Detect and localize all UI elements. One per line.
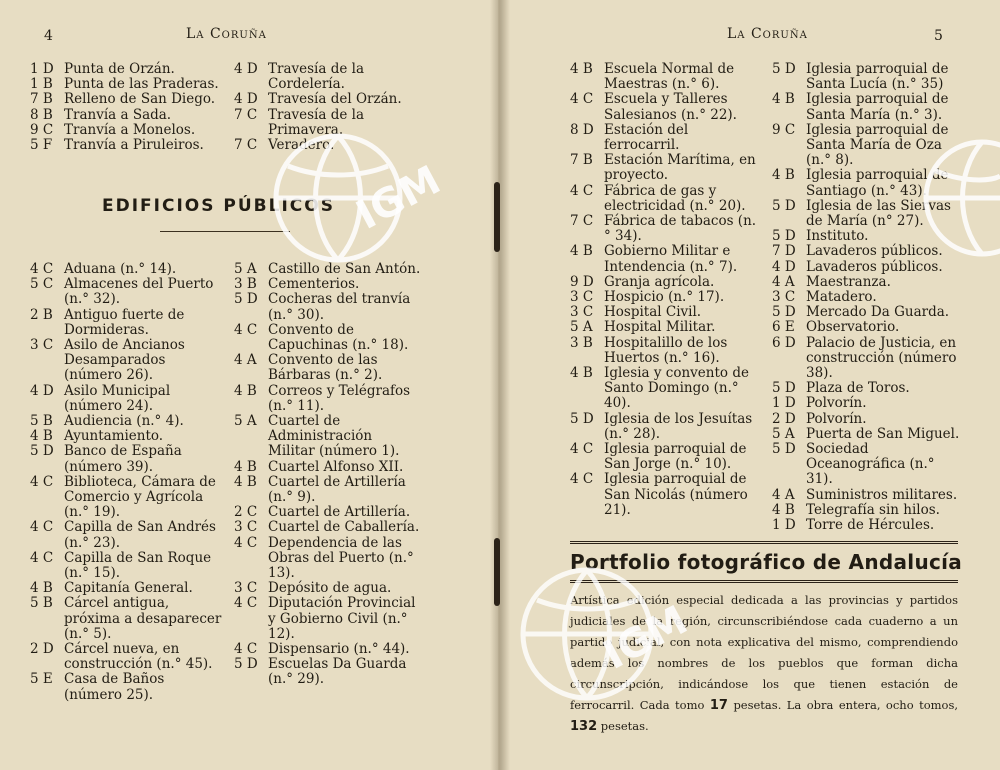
grid-code: 5 A xyxy=(234,261,257,277)
entry-text: Castillo de San Antón. xyxy=(268,261,421,277)
list-item xyxy=(772,62,962,92)
entry-text: Fábrica de gas y electricidad (n.° 20). xyxy=(604,182,746,214)
list-item xyxy=(570,62,760,92)
grid-code: 4 C xyxy=(30,473,54,490)
list-item xyxy=(570,290,760,305)
grid-code: 5 D xyxy=(30,443,54,460)
entry-text: Travesía de la Primavera. xyxy=(268,106,364,138)
list-item xyxy=(30,551,222,581)
entry-text: Iglesia parroquial de San Jorge (n.° 10). xyxy=(604,441,747,473)
grid-code: 5 D xyxy=(772,197,796,214)
entry-text: Punta de Orzán. xyxy=(64,61,175,77)
entry-text: Escuela Normal de Maestras (n.° 6). xyxy=(604,61,735,93)
entry-text: Telegrafía sin hilos. xyxy=(806,501,940,518)
entry-text: Correos y Telégrafos (n.° 11). xyxy=(268,382,411,414)
grid-code: 5 D xyxy=(234,291,258,308)
list-item xyxy=(772,305,962,320)
list-item xyxy=(570,366,760,412)
grid-code: 5 D xyxy=(772,441,796,458)
book-gutter xyxy=(490,0,510,770)
buildings-column-2 xyxy=(234,262,422,688)
entry-text: Granja agrícola. xyxy=(604,273,715,290)
entry-text: Iglesia parroquial de Santa Lucía (n.° 35) xyxy=(806,61,949,93)
grid-code: 4 D xyxy=(234,91,258,108)
advert-title: Portfolio fotográfico de Andalucía xyxy=(570,550,963,574)
grid-code: 4 C xyxy=(234,641,258,658)
igm-watermark-logo xyxy=(515,548,705,718)
grid-code: 4 B xyxy=(30,428,53,445)
grid-code: 3 C xyxy=(234,519,258,536)
list-item xyxy=(30,444,222,474)
list-item xyxy=(772,381,962,396)
igm-watermark-logo xyxy=(920,128,1000,268)
grid-code: 4 C xyxy=(234,321,258,338)
list-item xyxy=(570,275,760,290)
entry-text: Sociedad Oceanográfica (n.° 31). xyxy=(806,441,935,488)
list-item xyxy=(30,262,222,277)
grid-code: 4 C xyxy=(30,519,54,536)
grid-code: 9 C xyxy=(772,121,796,138)
grid-code: 2 C xyxy=(234,504,258,521)
list-item xyxy=(234,475,422,505)
grid-code: 1 D xyxy=(30,61,54,77)
entry-text: Polvorín. xyxy=(806,410,867,427)
entry-text: Suministros militares. xyxy=(806,486,958,503)
entry-text: Almacenes del Puerto (n.° 32). xyxy=(64,276,214,308)
grid-code: 4 A xyxy=(772,273,795,290)
list-item xyxy=(234,414,422,460)
entry-text: Tranvía a Piruleiros. xyxy=(64,137,204,154)
page-number: 4 xyxy=(44,28,53,44)
grid-code: 4 A xyxy=(234,352,257,369)
entry-text: Tranvía a Monelos. xyxy=(64,121,196,138)
list-item xyxy=(772,427,962,442)
grid-code: 1 B xyxy=(30,76,53,93)
grid-code: 4 B xyxy=(234,458,257,475)
list-item xyxy=(234,596,422,642)
list-item xyxy=(30,672,222,702)
list-item xyxy=(772,92,962,122)
list-item xyxy=(30,123,222,138)
list-item xyxy=(772,336,962,382)
grid-code: 5 C xyxy=(30,276,54,293)
list-item xyxy=(30,338,222,384)
advert-text: pesetas. La obra entera, ocho tomos, xyxy=(733,698,959,712)
entry-text: Hospitalillo de los Huertos (n.° 16). xyxy=(604,334,728,366)
list-item xyxy=(570,153,760,183)
page-number: 5 xyxy=(934,28,943,44)
list-item xyxy=(234,277,422,292)
entry-text: Relleno de San Diego. xyxy=(64,91,216,108)
grid-code: 8 B xyxy=(30,106,53,123)
grid-code: 7 B xyxy=(570,152,593,169)
grid-code: 9 C xyxy=(30,121,54,138)
entry-text: Hospital Militar. xyxy=(604,319,716,336)
grid-code: 7 C xyxy=(570,213,594,230)
grid-code: 5 D xyxy=(772,61,796,77)
list-item xyxy=(570,92,760,122)
grid-code: 4 C xyxy=(30,549,54,566)
advert-text: Artística edición especial dedicada a las provincias y partidos judiciales de la región, circunscribiéndose cada cuaderno a un partido judicial, con nota explicativa del mismo, comprendiendo además los nombres de los pueblos que forman dicha circunscripción, indicándose los que tienen estación de ferrocarril. Cada tomo xyxy=(570,593,958,712)
running-head: La Coruña xyxy=(186,26,267,42)
entry-text: Cocheras del tranvía (n.° 30). xyxy=(268,291,411,323)
list-item xyxy=(570,412,760,442)
entry-text: Cuartel Alfonso XII. xyxy=(268,458,404,475)
grid-code: 4 D xyxy=(30,382,54,399)
entry-text: Iglesia de los Jesuítas (n.° 28). xyxy=(604,410,753,442)
list-item xyxy=(234,323,422,353)
grid-code: 8 D xyxy=(570,121,594,138)
entry-text: Capilla de San Roque (n.° 15). xyxy=(64,549,212,582)
entry-text: Observatorio. xyxy=(806,319,900,336)
entry-text: Hospicio (n.° 17). xyxy=(604,289,725,306)
list-item xyxy=(772,412,962,427)
entry-text: Estación del ferrocarril. xyxy=(604,121,689,154)
grid-code: 5 A xyxy=(772,425,795,442)
entry-text: Gobierno Militar e Intendencia (n.° 7). xyxy=(604,243,738,275)
list-item xyxy=(772,518,962,533)
list-item xyxy=(30,581,222,596)
entry-text: Iglesia parroquial de Santa María de Oza (n.° 8). xyxy=(806,121,949,169)
section-title: EDIFICIOS PÚBLICOS xyxy=(102,196,335,216)
list-item xyxy=(570,123,760,153)
list-item xyxy=(570,214,760,244)
entry-text: Banco de España (número 39). xyxy=(64,443,182,475)
entry-text: Aduana (n.° 14). xyxy=(64,261,177,277)
streets-column-1 xyxy=(30,62,222,153)
entry-text: Convento de las Bárbaras (n.° 2). xyxy=(268,352,383,384)
entry-text: Matadero. xyxy=(806,289,877,306)
list-item xyxy=(772,275,962,290)
entry-text: Asilo de Ancianos Desamparados (número 26). xyxy=(64,337,185,384)
entry-text: Diputación Provincial y Gobierno Civil (n.° 12). xyxy=(268,595,416,642)
grid-code: 4 B xyxy=(234,473,257,490)
entry-text: Veradero. xyxy=(268,137,335,154)
entry-text: Instituto. xyxy=(806,228,869,245)
list-item xyxy=(30,92,222,107)
entry-text: Hospital Civil. xyxy=(604,304,702,321)
list-item xyxy=(772,442,962,488)
list-item xyxy=(570,184,760,214)
list-item xyxy=(772,488,962,503)
grid-code: 4 B xyxy=(772,91,795,108)
entry-text: Lavaderos públicos. xyxy=(806,258,943,275)
binding-stitch xyxy=(494,538,500,606)
grid-code: 4 B xyxy=(570,61,593,77)
list-item xyxy=(234,62,422,92)
watermark-text: IGM xyxy=(596,597,695,679)
entry-text: Palacio de Justicia, en construcción (número 38). xyxy=(806,334,957,382)
right-column-1 xyxy=(570,62,760,518)
entry-text: Puerta de San Miguel. xyxy=(806,425,960,442)
grid-code: 3 C xyxy=(234,580,258,597)
grid-code: 3 C xyxy=(30,337,54,354)
grid-code: 3 B xyxy=(234,276,257,293)
grid-code: 5 D xyxy=(772,380,796,397)
entry-text: Torre de Hércules. xyxy=(806,517,935,534)
grid-code: 4 C xyxy=(570,471,594,488)
grid-code: 5 A xyxy=(570,319,593,336)
grid-code: 5 D xyxy=(772,304,796,321)
entry-text: Ayuntamiento. xyxy=(64,428,164,445)
grid-code: 1 D xyxy=(772,517,796,534)
entry-text: Fábrica de tabacos (n.° 34). xyxy=(604,213,757,245)
entry-text: Biblioteca, Cámara de Comercio y Agrícola (n.° 19). xyxy=(64,473,216,521)
entry-text: Cementerios. xyxy=(268,276,360,293)
entry-text: Cuartel de Caballería. xyxy=(268,519,420,536)
list-item xyxy=(30,429,222,444)
list-item xyxy=(30,520,222,550)
grid-code: 4 C xyxy=(570,441,594,458)
grid-code: 7 C xyxy=(234,106,258,123)
entry-text: Iglesia parroquial de Santa María (n.° 3). xyxy=(806,91,949,123)
entry-text: Casa de Baños (número 25). xyxy=(64,671,165,703)
entry-text: Dependencia de las Obras del Puerto (n.° 13). xyxy=(268,534,414,582)
grid-code: 4 B xyxy=(234,382,257,399)
list-item xyxy=(234,536,422,582)
entry-text: Audiencia (n.° 4). xyxy=(64,413,184,430)
grid-code: 5 B xyxy=(30,595,53,612)
list-item xyxy=(570,472,760,518)
entry-text: Dispensario (n.° 44). xyxy=(268,641,410,658)
grid-code: 5 A xyxy=(234,413,257,430)
grid-code: 4 D xyxy=(772,258,796,275)
entry-text: Plaza de Toros. xyxy=(806,380,910,397)
grid-code: 9 D xyxy=(570,273,594,290)
entry-text: Cuartel de Artillería. xyxy=(268,504,411,521)
entry-text: Cuartel de Artillería (n.° 9). xyxy=(268,473,406,506)
list-item xyxy=(570,336,760,366)
grid-code: 5 D xyxy=(772,228,796,245)
list-item xyxy=(234,292,422,322)
grid-code: 2 D xyxy=(30,641,54,658)
list-item xyxy=(30,384,222,414)
binding-stitch xyxy=(494,182,500,252)
entry-text: Cárcel antigua, próxima a desaparecer (n.° 5). xyxy=(64,595,222,642)
list-item xyxy=(234,505,422,520)
entry-text: Estación Marítima, en proyecto. xyxy=(604,152,756,184)
list-item xyxy=(772,396,962,411)
entry-text: Cuartel de Administración Militar (número 1). xyxy=(268,413,400,460)
list-item xyxy=(234,384,422,414)
list-item xyxy=(234,353,422,383)
advert-price: 17 xyxy=(709,698,728,713)
grid-code: 5 D xyxy=(570,410,594,427)
list-item xyxy=(30,414,222,429)
list-item xyxy=(234,520,422,535)
grid-code: 3 C xyxy=(570,289,594,306)
list-item xyxy=(30,475,222,521)
entry-text: Iglesia parroquial de Santiago (n.° 43). xyxy=(806,167,949,199)
grid-code: 6 D xyxy=(772,334,796,351)
advert-top-rule xyxy=(570,541,958,544)
running-head: La Coruña xyxy=(727,26,808,42)
grid-code: 7 B xyxy=(30,91,53,108)
entry-text: Travesía del Orzán. xyxy=(268,91,402,108)
grid-code: 2 B xyxy=(30,306,53,323)
grid-code: 3 B xyxy=(570,334,593,351)
list-item xyxy=(570,320,760,335)
list-item xyxy=(30,62,222,77)
grid-code: 4 D xyxy=(234,61,258,77)
list-item xyxy=(30,77,222,92)
list-item xyxy=(234,460,422,475)
entry-text: Escuelas Da Guarda (n.° 29). xyxy=(268,656,407,688)
entry-text: Punta de las Praderas. xyxy=(64,76,219,93)
grid-code: 5 F xyxy=(30,137,53,154)
grid-code: 3 C xyxy=(570,304,594,321)
grid-code: 2 D xyxy=(772,410,796,427)
entry-text: Cárcel nueva, en construcción (n.° 45). xyxy=(64,641,213,673)
grid-code: 4 C xyxy=(570,182,594,199)
list-item xyxy=(772,320,962,335)
entry-text: Antiguo fuerte de Dormideras. xyxy=(64,306,185,338)
entry-text: Iglesia y convento de Santo Domingo (n.° 40). xyxy=(604,365,749,412)
grid-code: 1 D xyxy=(772,395,796,412)
entry-text: Mercado Da Guarda. xyxy=(806,304,950,321)
grid-code: 4 C xyxy=(30,261,54,277)
grid-code: 4 C xyxy=(234,534,258,551)
entry-text: Iglesia de las Siervas de María (n° 27). xyxy=(806,197,951,230)
list-item xyxy=(570,305,760,320)
grid-code: 3 C xyxy=(772,289,796,306)
list-item xyxy=(234,642,422,657)
grid-code: 4 B xyxy=(570,243,593,260)
list-item xyxy=(30,642,222,672)
list-item xyxy=(30,277,222,307)
advert-price: 132 xyxy=(570,719,598,734)
grid-code: 7 D xyxy=(772,243,796,260)
entry-text: Iglesia parroquial de San Nicolás (número 21). xyxy=(604,471,748,518)
list-item xyxy=(570,244,760,274)
entry-text: Lavaderos públicos. xyxy=(806,243,943,260)
list-item xyxy=(234,92,422,107)
list-item xyxy=(570,442,760,472)
entry-text: Convento de Capuchinas (n.° 18). xyxy=(268,321,409,354)
list-item xyxy=(234,581,422,596)
grid-code: 4 B xyxy=(30,580,53,597)
entry-text: Polvorín. xyxy=(806,395,867,412)
grid-code: 5 D xyxy=(234,656,258,673)
watermark-text: IGM xyxy=(349,157,448,239)
grid-code: 4 C xyxy=(570,91,594,108)
grid-code: 5 E xyxy=(30,671,53,688)
entry-text: Tranvía a Sada. xyxy=(64,106,172,123)
entry-text: Asilo Municipal (número 24). xyxy=(64,382,171,414)
list-item xyxy=(30,138,222,153)
entry-text: Capitanía General. xyxy=(64,580,193,597)
list-item xyxy=(772,290,962,305)
advert-text: pesetas. xyxy=(600,719,649,733)
list-item xyxy=(772,503,962,518)
entry-text: Maestranza. xyxy=(806,273,891,290)
entry-text: Escuela y Talleres Salesianos (n.° 22). xyxy=(604,91,737,123)
grid-code: 5 B xyxy=(30,413,53,430)
entry-text: Travesía de la Cordelería. xyxy=(268,61,364,93)
grid-code: 4 B xyxy=(772,501,795,518)
entry-text: Depósito de agua. xyxy=(268,580,392,597)
list-item xyxy=(30,108,222,123)
buildings-column-1 xyxy=(30,262,222,703)
grid-code: 4 B xyxy=(772,167,795,184)
grid-code: 4 A xyxy=(772,486,795,503)
left-page xyxy=(0,0,498,770)
grid-code: 7 C xyxy=(234,137,258,154)
list-item xyxy=(30,308,222,338)
entry-text: Capilla de San Andrés (n.° 23). xyxy=(64,519,216,551)
igm-watermark-logo xyxy=(268,118,458,278)
grid-code: 4 C xyxy=(234,595,258,612)
list-item xyxy=(234,657,422,687)
list-item xyxy=(30,596,222,642)
grid-code: 6 E xyxy=(772,319,795,336)
grid-code: 4 B xyxy=(570,365,593,382)
